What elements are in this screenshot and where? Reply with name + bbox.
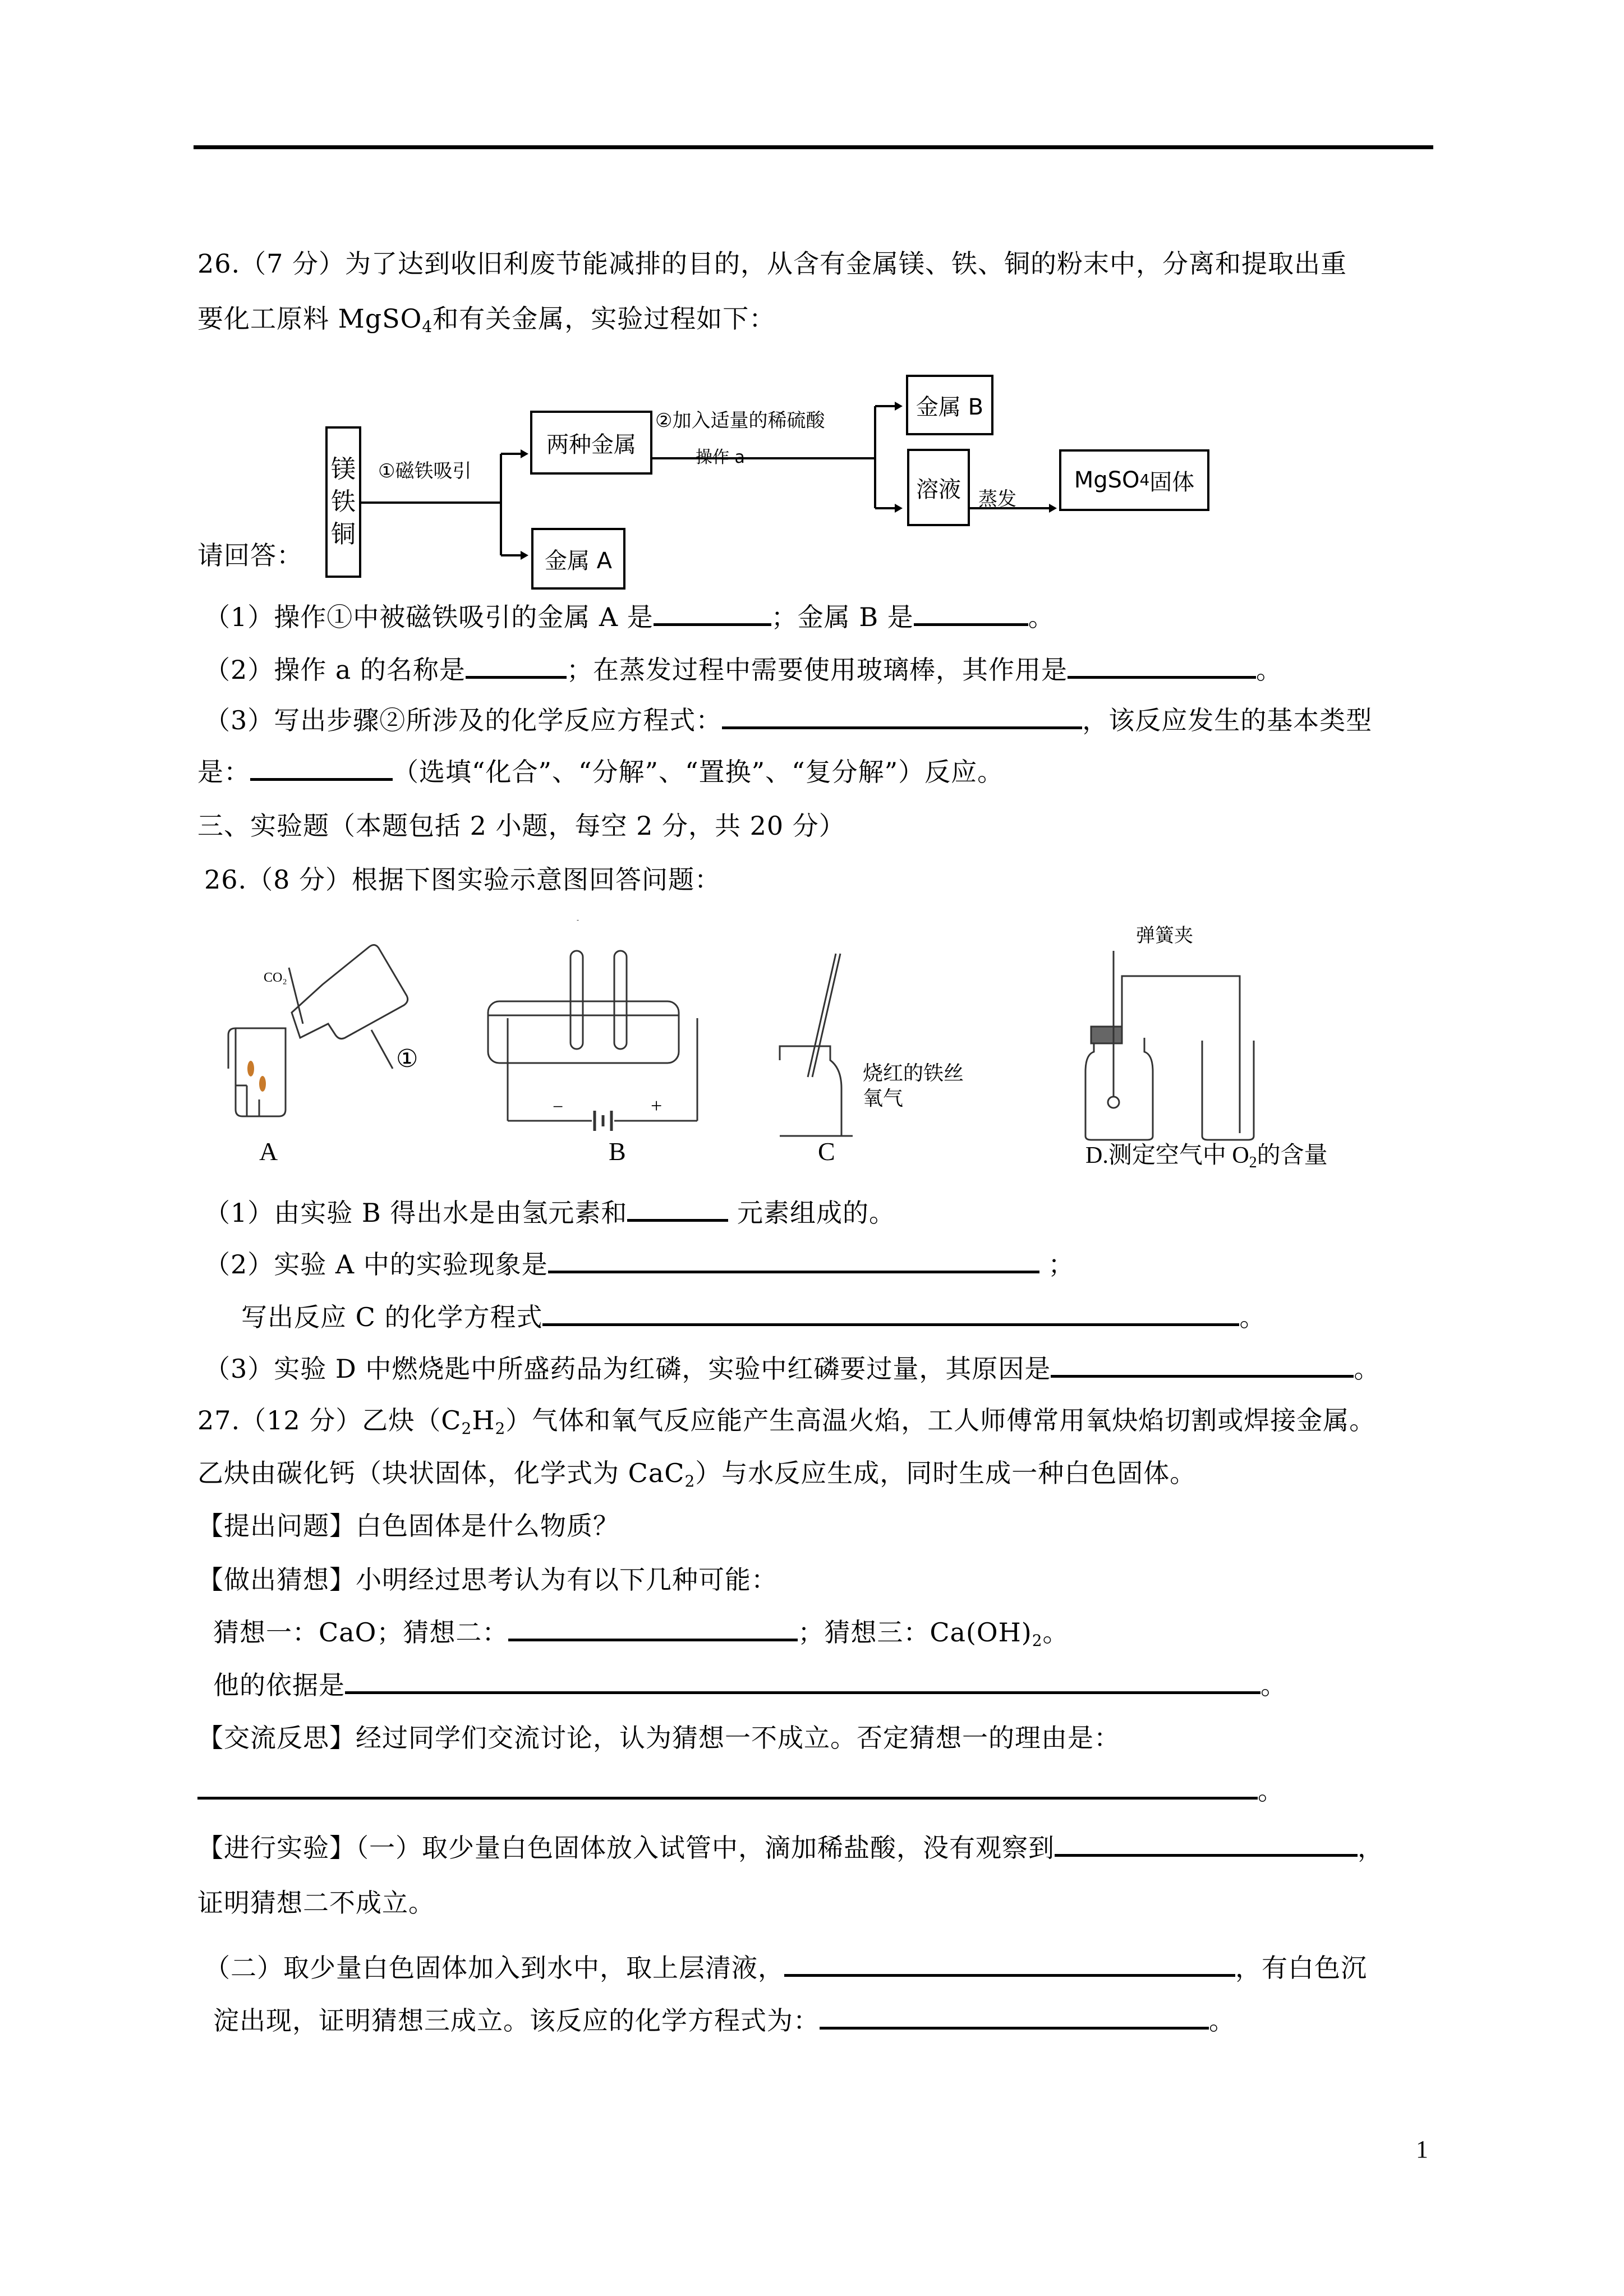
answer-blank-metal-a[interactable] — [654, 601, 771, 626]
fig-b-label: B — [609, 1137, 626, 1166]
answer-blank-guess-2[interactable] — [508, 1616, 798, 1641]
fig-a-marker: ① — [396, 1045, 418, 1073]
q26a-question-3: （3）写出步骤②所涉及的化学反应方程式： ，该反应发生的基本类型 — [204, 705, 1373, 735]
fig-b-minus: − — [553, 1097, 564, 1117]
q27-guess-heading: 【做出猜想】小明经过思考认为有以下几种可能： — [197, 1565, 778, 1595]
q27-question: 【提出问题】白色固体是什么物质？ — [197, 1511, 619, 1541]
q26a-prompt: 请回答： — [197, 540, 303, 570]
q26b-question-2: （2）实验 A 中的实验现象是 ； — [204, 1249, 1075, 1280]
q26b-question-1: （1）由实验 B 得出水是由氢元素和 元素组成的。 — [204, 1198, 895, 1228]
answer-blank-equation-c[interactable] — [542, 1301, 1239, 1326]
q26a-question-3-cont: 是： （选填“化合”、“分解”、“置换”、“复分解”）反应。 — [197, 757, 1004, 787]
flowchart-metal-a-box: 金属 A — [531, 528, 625, 590]
q27-guesses: 猜想一：CaO；猜想二： ；猜想三：$Ca(OH)_2$。 — [213, 1617, 1069, 1650]
gas-jar-c — [780, 1046, 841, 1136]
fig-a-gas-label: CO₂ — [264, 970, 287, 985]
q27-experiment-2: （二）取少量白色固体加入到水中，取上层清液， ，有白色沉 — [204, 1953, 1367, 1983]
flowchart-operation-a-label: 操作 a — [696, 448, 745, 467]
answer-blank-reaction-type[interactable] — [250, 756, 393, 781]
flowchart-step2-label: ②加入适量的稀硫酸 — [655, 409, 825, 432]
flowchart-start-box: 镁 铁 铜 — [325, 426, 361, 578]
flowchart-connectors — [0, 0, 1624, 561]
q26b-question-2-cont: 写出反应 C 的化学方程式 。 — [241, 1302, 1266, 1332]
flowchart-evaporate-label: 蒸发 — [978, 488, 1016, 510]
fig-a-label: A — [259, 1137, 278, 1166]
fig-b-plus: + — [651, 1094, 663, 1117]
fig-c-label: C — [818, 1137, 835, 1166]
test-tube-left — [571, 951, 583, 1049]
experiment-figures-drawing — [0, 920, 1624, 1200]
fig-d-clamp-label: 弹簧夹 — [1136, 924, 1193, 947]
answer-blank-reagent[interactable] — [784, 1952, 1235, 1977]
q26a-question-1: （1）操作①中被磁铁吸引的金属 A 是 ；金属 B 是 。 — [204, 602, 1055, 632]
q27-experiment-2-cont: 淀出现，证明猜想三成立。该反应的化学方程式为： 。 — [213, 2005, 1235, 2036]
q26a-intro-line1: 26.（7 分）为了达到收旧利废节能减排的目的，从含有金属镁、铁、铜的粉末中，分离和提取出重 — [197, 249, 1347, 279]
answer-blank-element[interactable] — [627, 1197, 728, 1222]
answer-blank-rod-function[interactable] — [1068, 654, 1256, 679]
beaker-a — [236, 1028, 286, 1116]
page-number: 1 — [1416, 2136, 1428, 2163]
answer-blank-phenomenon[interactable] — [548, 1248, 1039, 1273]
q27-intro-line1: 27.（12 分）乙炔$(C_2H_2)$气体和氧气反应能产生高温火焰，工人师傅常用氧炔焰切割或焊接金属。 — [197, 1405, 1376, 1438]
answer-blank-reason[interactable] — [1051, 1352, 1354, 1378]
fig-d-label: D.测定空气中 $O_2$的含量 — [1085, 1143, 1328, 1171]
fig-c-wire-label: 烧红的铁丝 — [863, 1062, 964, 1085]
flowchart-metal-b-box: 金属 B — [906, 375, 993, 435]
answer-blank-equation[interactable] — [722, 704, 1082, 729]
q26b-question-3: （3）实验 D 中燃烧匙中所盛药品为红磷，实验中红磷要过量，其原因是 。 — [204, 1354, 1381, 1384]
answer-blank-equation-27[interactable] — [820, 2004, 1209, 2030]
co2-bottle — [292, 945, 408, 1038]
test-tube-right — [614, 951, 627, 1049]
answer-blank-operation-name[interactable] — [466, 654, 567, 679]
q27-basis: 他的依据是 。 — [213, 1670, 1287, 1700]
answer-blank-metal-b[interactable] — [914, 601, 1028, 626]
q26b-title: 26.（8 分）根据下图实验示意图回答问题： — [204, 864, 721, 895]
q27-reflect: 【交流反思】经过同学们交流讨论，认为猜想一不成立。否定猜想一的理由是： — [197, 1723, 1120, 1753]
flowchart-two-metals-box: 两种金属 — [530, 411, 652, 475]
beaker-d — [1202, 1041, 1254, 1140]
flowchart-product-box: MgSO 4 固体 — [1059, 449, 1209, 511]
answer-blank-observation[interactable] — [1055, 1832, 1358, 1857]
q27-intro-line2: 乙炔由碳化钙（块状固体，化学式为 CaC$_2$）与水反应生成，同时生成一种白色固体。 — [197, 1458, 1197, 1490]
section-3-heading: 三、实验题（本题包括 2 小题，每空 2 分，共 20 分） — [197, 811, 845, 841]
answer-blank-basis[interactable] — [345, 1669, 1260, 1694]
gas-bottle-d — [1085, 1038, 1153, 1140]
q26a-intro-line2: 要化工原料 MgSO$_4$和有关金属，实验过程如下： — [197, 303, 776, 336]
fig-c-gas-label: 氧气 — [863, 1087, 904, 1110]
q27-experiment-1: 【进行实验】（一）取少量白色固体放入试管中，滴加稀盐酸，没有观察到 ， — [197, 1833, 1384, 1863]
q27-reflect-answer: 。 — [197, 1774, 1284, 1807]
flowchart-solution-box: 溶液 — [907, 449, 970, 526]
flowchart-step1-label: ①磁铁吸引 — [378, 460, 472, 482]
answer-blank-reflect-reason[interactable] — [197, 1774, 1258, 1800]
q26a-question-2: （2）操作 a 的名称是 ；在蒸发过程中需要使用玻璃棒，其作用是 。 — [204, 655, 1282, 685]
q27-experiment-1-cont: 证明猜想二不成立。 — [197, 1888, 435, 1918]
